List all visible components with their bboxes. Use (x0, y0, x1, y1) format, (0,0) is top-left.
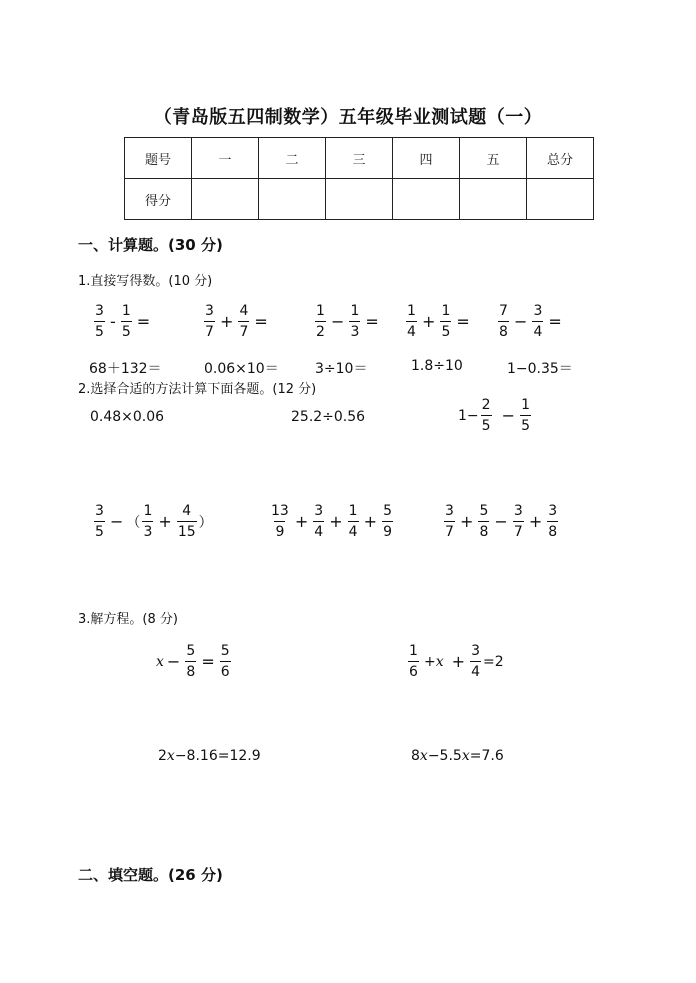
equals-sign: = (254, 312, 268, 331)
score-table (124, 137, 594, 220)
section2-heading: 二、填空题。(26 分) (78, 866, 223, 884)
fraction: $\frac{3}{7}$ (513, 503, 523, 540)
fraction: $\frac{1}{3}$ (143, 503, 153, 540)
equation-2: $\frac{1}{6}$ + x + $\frac{3}{4}$ =2 (409, 643, 504, 680)
fraction: $\frac{7}{8}$ (499, 303, 508, 340)
equation-4: 8x−5.5x=7.6 (411, 748, 504, 764)
equals-sign: = (548, 312, 562, 331)
score-table-header-row (125, 138, 594, 179)
header-cell: 四 (393, 138, 460, 179)
header-cell: 题号 (125, 138, 192, 179)
operator: − (331, 312, 345, 331)
decimal-expr-4: 1.8÷10 (411, 358, 463, 374)
header-cell: 二 (259, 138, 326, 179)
fraction: $\frac{1}{6}$ (409, 643, 418, 680)
part1-heading: 1.直接写得数。(10 分) (78, 274, 213, 289)
fraction-expr-4 (404, 304, 473, 339)
fraction: $\frac{3}{4}$ (533, 303, 543, 340)
score-cell[interactable] (192, 179, 259, 220)
variable: x (166, 748, 175, 764)
calc-q1: 0.48×0.06 (90, 409, 165, 425)
operator: + (294, 512, 309, 531)
calc-q3: 1− $\frac{2}{5}$ − $\frac{1}{5}$ (458, 397, 530, 434)
operator: + (528, 512, 543, 531)
fraction-expr-1 (92, 304, 153, 339)
variable: x (461, 748, 470, 764)
equals-sign: = (201, 652, 215, 671)
operator: − (494, 512, 508, 531)
operator: − (514, 312, 528, 331)
fraction: $\frac{3}{7}$ (445, 503, 454, 540)
fraction-expr-5 (496, 304, 565, 339)
operator: + (422, 312, 436, 331)
operator: + (329, 512, 343, 531)
equals-sign: = (136, 312, 151, 331)
fraction: $\frac{3}{4}$ (471, 643, 480, 680)
section1-heading: 一、计算题。(30 分) (78, 236, 223, 254)
fraction: $\frac{3}{5}$ (95, 503, 104, 540)
equals-sign: = (456, 312, 470, 331)
header-cell: 一 (192, 138, 259, 179)
fraction: $\frac{3}{7}$ (205, 303, 214, 340)
decimal-expr-5: 1−0.35＝ (507, 361, 573, 377)
fraction: $\frac{1}{2}$ (316, 303, 325, 340)
fraction: $\frac{1}{5}$ (121, 303, 131, 340)
score-cell[interactable] (393, 179, 460, 220)
decimal-expr-3: 3÷10＝ (315, 361, 368, 377)
header-cell: 五 (460, 138, 527, 179)
fraction: $\frac{1}{5}$ (441, 303, 451, 340)
calc-q6 (442, 504, 560, 539)
operator: − (166, 652, 181, 671)
score-cell[interactable] (326, 179, 393, 220)
score-table-score-row (125, 179, 594, 220)
equation-3: 2x−8.16=12.9 (158, 748, 261, 764)
fraction: $\frac{3}{4}$ (314, 503, 324, 540)
fraction: $\frac{4}{15}$ (177, 503, 196, 540)
fraction: $\frac{5}{9}$ (383, 503, 392, 540)
equals-sign: = (365, 312, 379, 331)
fraction: $\frac{3}{8}$ (548, 503, 558, 540)
score-cell[interactable] (259, 179, 326, 220)
fraction: $\frac{1}{3}$ (350, 303, 360, 340)
variable: x (419, 748, 428, 764)
page-title: （青岛版五四制数学）五年级毕业测试题（一） (153, 107, 543, 128)
fraction: $\frac{1}{5}$ (521, 397, 530, 434)
operator: + (451, 652, 466, 671)
header-cell: 三 (326, 138, 393, 179)
operator: − (110, 512, 124, 531)
part2-heading: 2.选择合适的方法计算下面各题。(12 分) (78, 382, 317, 397)
fraction: $\frac{5}{8}$ (186, 643, 196, 680)
calc-q4: $\frac{3}{5}$ − （ $\frac{1}{3}$ + $\frac{4}{15}$ ） (95, 503, 213, 540)
calc-q2: 25.2÷0.56 (291, 409, 366, 425)
fraction-expr-2 (202, 304, 271, 339)
fraction-expr-3 (313, 304, 382, 339)
operator: + (460, 512, 474, 531)
fraction: $\frac{3}{5}$ (95, 303, 104, 340)
operator: - (110, 312, 116, 331)
decimal-expr-2: 0.06×10＝ (204, 361, 279, 377)
fraction: $\frac{1}{4}$ (407, 303, 416, 340)
decimal-expr-1: 68＋132＝ (89, 361, 162, 377)
part3-heading: 3.解方程。(8 分) (78, 612, 178, 627)
fraction: $\frac{1}{4}$ (348, 503, 358, 540)
variable: x (435, 653, 444, 670)
fraction: $\frac{4}{7}$ (239, 303, 249, 340)
fraction: $\frac{5}{6}$ (220, 643, 230, 680)
score-cell[interactable] (527, 179, 594, 220)
operator: + (158, 512, 172, 531)
operator: + (220, 312, 234, 331)
calc-q5 (268, 504, 395, 539)
operator: + (363, 512, 378, 531)
fraction: $\frac{2}{5}$ (481, 397, 491, 434)
fraction: $\frac{13}{9}$ (271, 503, 289, 540)
score-row-label: 得分 (125, 179, 192, 220)
fraction: $\frac{5}{8}$ (479, 503, 489, 540)
score-cell[interactable] (460, 179, 527, 220)
operator: − (501, 406, 516, 425)
variable: x (156, 653, 164, 670)
header-cell: 总分 (527, 138, 594, 179)
equation-1 (156, 644, 233, 679)
